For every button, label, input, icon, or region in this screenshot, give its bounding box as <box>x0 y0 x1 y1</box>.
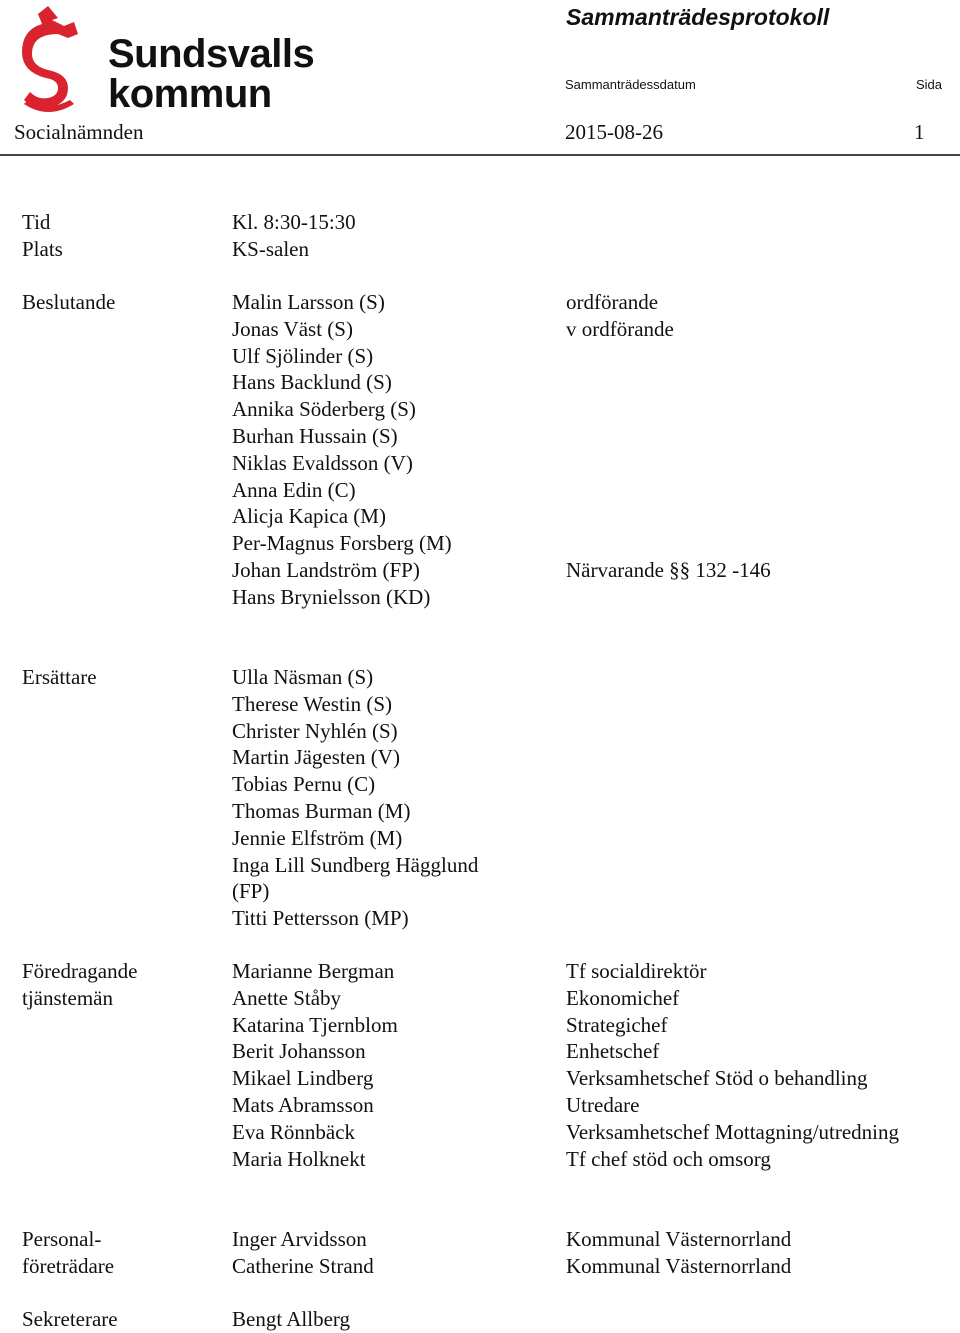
beslutande-list <box>232 289 452 611</box>
list-item: Per-Magnus Forsberg (M) <box>232 531 452 556</box>
foredragande-label-line2: tjänstemän <box>22 985 113 1010</box>
list-item: Kommunal Västernorrland <box>566 1253 792 1278</box>
list-item: Enhetschef <box>566 1039 660 1064</box>
page-number: 1 <box>914 120 925 144</box>
list-item: Therese Westin (S) <box>232 691 393 716</box>
list-item: Katarina Tjernblom <box>232 1012 398 1037</box>
sekreterare-label: Sekreterare <box>22 1307 118 1331</box>
list-item: Marianne Bergman <box>232 959 395 983</box>
list-item: Malin Larsson (S) <box>232 290 385 314</box>
list-item: Inga Lill Sundberg Hägglund <box>232 852 479 877</box>
list-item: Mats Abramsson <box>232 1092 374 1117</box>
list-item: Maria Holknekt <box>232 1146 366 1171</box>
list-item: Jonas Väst (S) <box>232 316 353 341</box>
list-item: Hans Backlund (S) <box>232 370 392 395</box>
logo-text-line1: Sundsvalls <box>108 32 315 76</box>
ersattare-list <box>232 664 478 932</box>
role-chair: ordförande <box>566 290 659 314</box>
list-item: Christer Nyhlén (S) <box>232 718 398 743</box>
foredragande-titles <box>566 958 899 1172</box>
list-item: Verksamhetschef Stöd o behandling <box>566 1066 868 1091</box>
logo-text-line2: kommun <box>108 72 272 116</box>
foredragande-label-line1: Föredragande <box>22 959 138 983</box>
list-item: Berit Johansson <box>232 1039 366 1064</box>
place-label: Plats <box>22 237 63 261</box>
list-item: Martin Jägesten (V) <box>232 745 400 770</box>
list-item: Titti Pettersson (MP) <box>232 906 409 931</box>
list-item: Jennie Elfström (M) <box>232 825 403 850</box>
list-item: Eva Rönnbäck <box>232 1119 356 1144</box>
dragon-logo-icon <box>18 4 84 116</box>
meeting-date: 2015-08-26 <box>565 120 663 144</box>
time-label: Tid <box>22 210 51 234</box>
list-item: Tf chef stöd och omsorg <box>566 1146 771 1171</box>
list-item: Anna Edin (C) <box>232 477 356 502</box>
personal-label-line2: företrädare <box>22 1253 115 1278</box>
list-item: Inger Arvidsson <box>232 1227 367 1251</box>
list-item: Verksamhetschef Mottagning/utredning <box>566 1119 900 1144</box>
list-item: Mikael Lindberg <box>232 1066 374 1091</box>
list-item: Tf socialdirektör <box>566 959 707 983</box>
list-item: Strategichef <box>566 1012 668 1037</box>
list-item: Hans Brynielsson (KD) <box>232 584 431 609</box>
personal-label-line1: Personal- <box>22 1227 102 1251</box>
list-item: Ekonomichef <box>566 985 680 1010</box>
list-item: Catherine Strand <box>232 1253 374 1278</box>
list-item: Tobias Pernu (C) <box>232 772 376 797</box>
document-title: Sammanträdesprotokoll <box>566 4 830 30</box>
role-vice-chair: v ordförande <box>566 317 674 341</box>
list-item: Annika Söderberg (S) <box>232 397 416 422</box>
list-item: Anette Ståby <box>232 985 342 1010</box>
list-item: Ulla Näsman (S) <box>232 665 374 689</box>
foredragande-label <box>22 958 137 1012</box>
present-note: Närvarande §§ 132 -146 <box>566 558 771 582</box>
sekreterare-name: Bengt Allberg <box>232 1307 351 1331</box>
list-item: Utredare <box>566 1092 640 1117</box>
list-item: Niklas Evaldsson (V) <box>232 450 413 475</box>
list-item: Thomas Burman (M) <box>232 798 411 823</box>
time-value: Kl. 8:30-15:30 <box>232 210 356 234</box>
beslutande-label: Beslutande <box>22 290 116 314</box>
personal-people <box>232 1226 374 1280</box>
page-label: Sida <box>916 77 943 92</box>
header-divider <box>0 154 960 156</box>
date-label: Sammanträdessdatum <box>565 77 696 92</box>
personal-orgs <box>566 1226 791 1280</box>
list-item: Johan Landström (FP) <box>232 557 420 582</box>
sundsvalls-kommun-logo <box>18 4 315 116</box>
ersattare-label: Ersättare <box>22 665 97 689</box>
foredragande-people <box>232 958 398 1172</box>
list-item: (FP) <box>232 879 270 904</box>
list-item: Burhan Hussain (S) <box>232 423 398 448</box>
personal-label <box>22 1226 114 1280</box>
list-item: Kommunal Västernorrland <box>566 1227 792 1251</box>
list-item: Ulf Sjölinder (S) <box>232 343 374 368</box>
place-value: KS-salen <box>232 237 309 261</box>
list-item: Alicja Kapica (M) <box>232 504 386 529</box>
department-name: Socialnämnden <box>14 120 144 144</box>
